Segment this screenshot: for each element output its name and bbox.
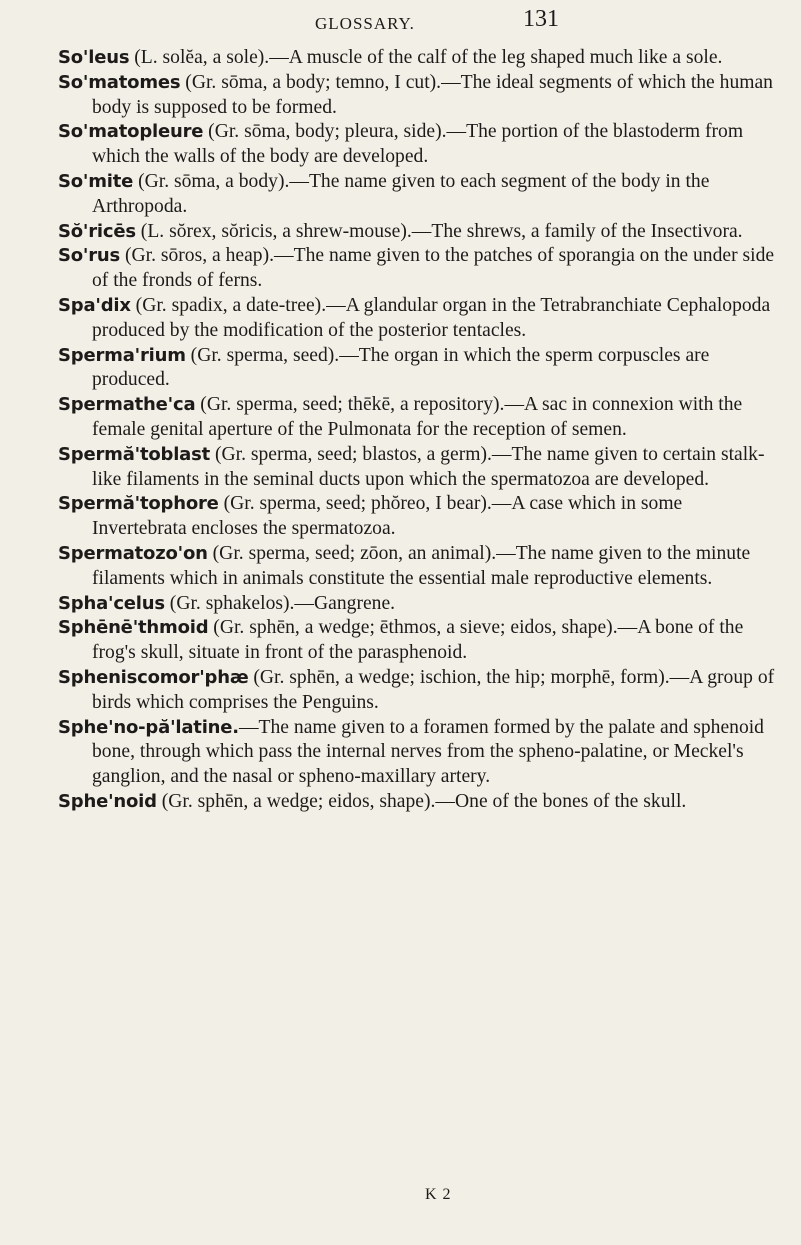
entry-headword: Sphe'noid: [58, 790, 157, 812]
entry-headword: Spa'dix: [58, 294, 131, 316]
glossary-entry: [58, 443, 780, 493]
running-head: [0, 6, 801, 38]
entry-etymology: (Gr. sphēn, a wedge; ēthmos, a sieve; eidos, shape).: [208, 617, 618, 639]
entry-etymology: (Gr. sperma, seed; phŏreo, I bear).: [218, 493, 492, 515]
glossary-entry: [58, 120, 780, 170]
entry-headword: So'mite: [58, 170, 134, 192]
entry-headword: So'rus: [58, 245, 121, 267]
glossary-entry: [58, 344, 780, 394]
entry-definition: —A sac in connexion with the female genital aperture of the Pulmonata for the reception of semen.: [92, 394, 743, 440]
entry-definition: —The name given to certain stalk-like filaments in the seminal ducts upon which the spermatozoa are developed.: [92, 443, 765, 490]
glossary-entry: [58, 716, 780, 790]
entry-etymology: (Gr. sperma, seed; blastos, a germ).: [210, 443, 492, 465]
entry-definition: —A muscle of the calf of the leg shaped much like a sole.: [269, 47, 723, 68]
entry-etymology: (Gr. sōros, a heap).: [120, 245, 275, 267]
entry-etymology: (Gr. sphakelos).: [164, 592, 295, 614]
entry-etymology: (Gr. sōma, a body).: [133, 170, 290, 192]
entry-etymology: (Gr. spadix, a date-tree).: [130, 294, 327, 316]
entry-etymology: (L. sŏrex, sŏricis, a shrew-mouse).: [135, 220, 412, 242]
glossary-entry: [58, 244, 780, 294]
entry-definition: —One of the bones of the skull.: [435, 790, 687, 812]
entry-headword: Spermă'tophore: [58, 493, 219, 515]
entry-etymology: (Gr. sperma, seed; zōon, an animal).: [207, 542, 497, 564]
entry-headword: Spha'celus: [58, 592, 165, 614]
running-title: GLOSSARY.: [315, 14, 415, 33]
glossary-entry: [58, 492, 780, 542]
entry-definition: —A case which in some Invertebrata encloses the spermatozoa.: [92, 493, 683, 540]
entry-headword: Spheniscomor'phæ: [58, 666, 249, 688]
glossary-entries: [58, 46, 780, 815]
entry-headword: Spermatozo'on: [58, 542, 208, 564]
entry-headword: Spermă'toblast: [58, 443, 211, 465]
entry-headword: Sperma'rium: [58, 344, 186, 366]
entry-definition: —Gangrene.: [294, 592, 396, 614]
glossary-entry: [58, 46, 780, 71]
entry-definition: —A group of birds which comprises the Penguins.: [92, 666, 775, 713]
entry-definition: —The ideal segments of which the human body is supposed to be formed.: [92, 71, 773, 118]
entry-definition: —A bone of the frog's skull, situate in front of the parasphenoid.: [92, 617, 744, 664]
glossary-entry: [58, 666, 780, 716]
entry-headword: Sphēnē'thmoid: [58, 617, 209, 639]
glossary-entry: [58, 71, 780, 121]
entry-definition: —The shrews, a family of the Insectivora.: [411, 220, 743, 242]
entry-headword: Sŏ'ricēs: [58, 220, 136, 242]
entry-etymology: (Gr. sōma, body; pleura, side).: [203, 121, 447, 143]
entry-definition: —The name given to a foramen formed by the palate and sphenoid bone, through which pass the internal nerves from the spheno-palatine, or Meckel's ganglion, and the nasal or spheno-maxillary artery.: [92, 716, 764, 788]
entry-etymology: (Gr. sphēn, a wedge; ischion, the hip; morphē, form).: [248, 666, 670, 688]
entry-etymology: (Gr. sperma, seed; thēkē, a repository).: [195, 394, 505, 416]
entry-definition: —The name given to the patches of sporangia on the under side of the fronds of ferns.: [92, 245, 775, 292]
signature-mark: K 2: [425, 1186, 452, 1203]
glossary-entry: [58, 294, 780, 344]
glossary-entry: [58, 393, 780, 443]
entry-headword: So'leus: [58, 47, 130, 68]
glossary-entry: [58, 170, 780, 220]
glossary-entry: [58, 220, 780, 245]
entry-definition: —A glandular organ in the Tetrabranchiate Cephalopoda produced by the modification of the posterior tentacles.: [92, 294, 771, 341]
page-number: 131: [523, 6, 559, 32]
entry-etymology: (Gr. sperma, seed).: [185, 344, 340, 366]
glossary-entry: [58, 542, 780, 592]
entry-etymology: (Gr. sōma, a body; temno, I cut).: [180, 71, 442, 93]
entry-headword: Sphe'no-pă'latine.: [58, 716, 239, 738]
entry-definition: —The name given to each segment of the body in the Arthropoda.: [92, 170, 710, 217]
glossary-entry: [58, 790, 780, 815]
entry-headword: So'matopleure: [58, 121, 204, 143]
glossary-entry: [58, 616, 780, 666]
entry-definition: —The name given to the minute filaments which in animals constitute the essential male reproductive elements.: [92, 542, 751, 589]
glossary-entry: [58, 592, 780, 617]
entry-etymology: (Gr. sphēn, a wedge; eidos, shape).: [156, 790, 436, 812]
entry-etymology: (L. solĕa, a sole).: [129, 47, 270, 68]
entry-definition: —The portion of the blastoderm from which the walls of the body are developed.: [92, 121, 744, 168]
entry-headword: So'matomes: [58, 71, 181, 93]
entry-definition: —The organ in which the sperm corpuscles are produced.: [92, 344, 710, 391]
entry-headword: Spermathe'ca: [58, 394, 196, 416]
